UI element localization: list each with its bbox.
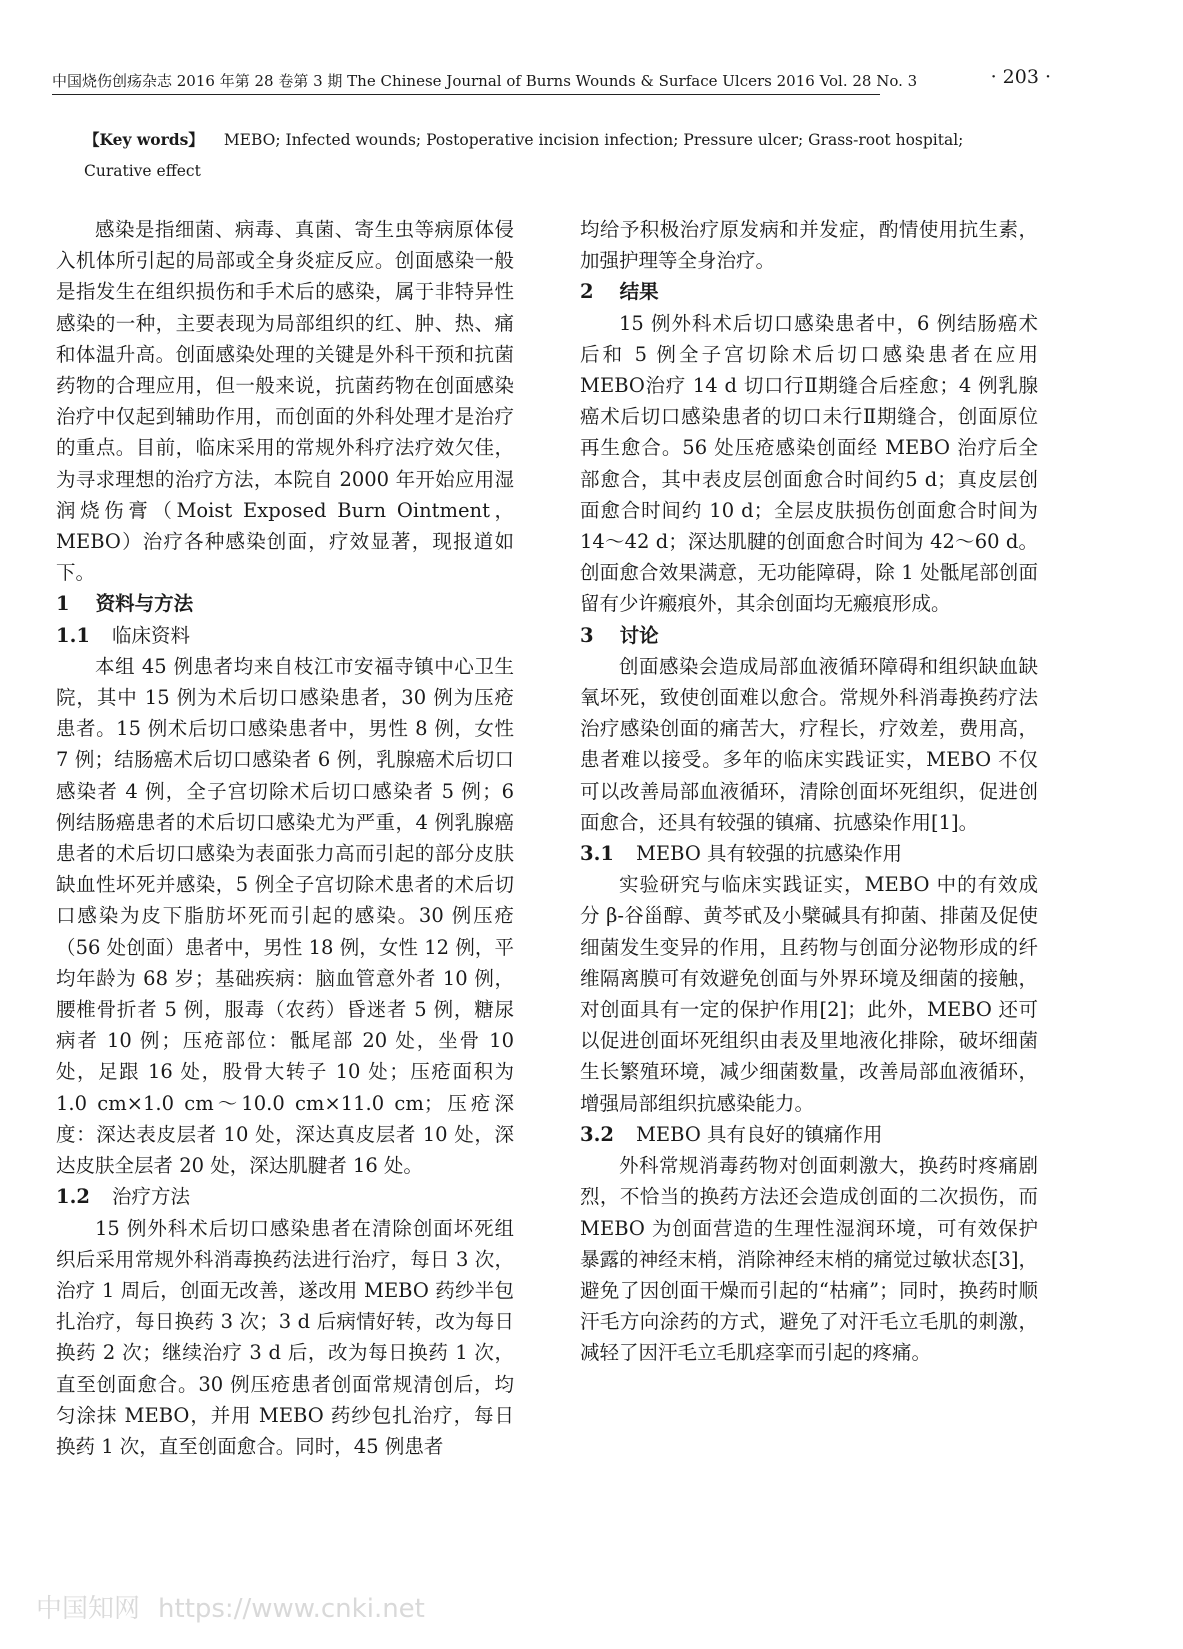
section-3-heading bbox=[580, 620, 1038, 651]
journal-citation: 中国烧伤创疡杂志 2016 年第 28 卷第 3 期 The Chinese Journal of Burns Wounds & Surface Ulcers 2016 Vol. 28 No. 3 bbox=[52, 72, 918, 90]
keywords-block bbox=[84, 124, 1020, 187]
section-number: 3 bbox=[580, 623, 594, 647]
running-header bbox=[52, 64, 1057, 92]
section-1-2-heading bbox=[56, 1181, 514, 1212]
right-column bbox=[580, 214, 1038, 1369]
section-title: 结果 bbox=[619, 280, 659, 304]
section-1-heading bbox=[56, 588, 514, 619]
section-1-2-paragraph: 15 例外科术后切口感染患者在清除创面坏死组织后采用常规外科消毒换药法进行治疗，每日 3 次，治疗 1 周后，创面无改善，遂改用 MEBO 药纱半包扎治疗，每日换药 3 次；3 d 后病情好转，改为每日换药 2 次；继续治疗 3 d 后，改为每日换药 1 次，直至创面愈合。30 例压疮患者创面常规清创后，均匀涂抹 MEBO，并用 MEBO 药纱包扎治疗，每日换药 1 次，直至创面愈合。同时，45 例患者 bbox=[56, 1216, 514, 1458]
section-1-1-heading bbox=[56, 620, 514, 651]
section-3-2-heading bbox=[580, 1119, 1038, 1150]
keywords-label: 【Key words】 bbox=[84, 130, 204, 149]
keywords-text: MEBO; Infected wounds; Postoperative incision infection; Pressure ulcer; Grass-root hospital; Curative effect bbox=[84, 131, 964, 180]
section-title: 临床资料 bbox=[111, 623, 190, 647]
section-1-1-paragraph: 本组 45 例患者均来自枝江市安福寺镇中心卫生院，其中 15 例为术后切口感染患者，30 例为压疮患者。15 例术后切口感染患者中，男性 8 例，女性 7 例；结肠癌术后切口感染者 6 例，乳腺癌术后切口感染者 4 例，全子宫切除术后切口感染者 5 例；6 例结肠癌患者的术后切口感染尤为严重，4 例乳腺癌患者的术后切口感染为表面张力高而引起的部分皮肤缺血性坏死并感染，5 例全子宫切除术患者的术后切口感染为皮下脂肪坏死而引起的感染。30 例压疮（56 处创面）患者中，男性 18 例，女性 12 例，平均年龄为 68 岁；基础疾病：脑血管意外者 10 例，腰椎骨折者 5 例，服毒（农药）昏迷者 5 例，糖尿病者 10 例；压疮部位：骶尾部 20 处，坐骨 10 处，足跟 16 处，股骨大转子 10 处；压疮面积为 1.0 cm×1.0 cm～10.0 cm×11.0 cm；压疮深度：深达表皮层者 10 处，深达真皮层者 10 处，深达皮肤全层者 20 处，深达肌腱者 16 处。 bbox=[56, 654, 514, 1178]
section-title: 资料与方法 bbox=[95, 592, 194, 616]
section-3-2-paragraph: 外科常规消毒药物对创面刺激大，换药时疼痛剧烈，不恰当的换药方法还会造成创面的二次损伤，而 MEBO 为创面营造的生理性湿润环境，可有效保护暴露的神经末梢，消除神经末梢的痛觉过敏状态[3]，避免了因创面干燥而引起的“枯痛”；同时，换药时顺汗毛方向涂药的方式，避免了对汗毛立毛肌的刺激，减轻了因汗毛立毛肌痉挛而引起的疼痛。 bbox=[580, 1154, 1038, 1365]
cnki-watermark bbox=[36, 1588, 425, 1625]
continuation-paragraph: 均给予积极治疗原发病和并发症，酌情使用抗生素，加强护理等全身治疗。 bbox=[580, 218, 1038, 273]
section-title: MEBO 具有良好的镇痛作用 bbox=[635, 1122, 883, 1146]
intro-paragraph: 感染是指细菌、病毒、真菌、寄生虫等病原体侵入机体所引起的局部或全身炎症反应。创面感染一般是指发生在组织损伤和手术后的感染，属于非特异性感染的一种，主要表现为局部组织的红、肿、热、痛和体温升高。创面感染处理的关键是外科干预和抗菌药物的合理应用，但一般来说，抗菌药物在创面感染治疗中仅起到辅助作用，而创面的外科处理才是治疗的重点。目前，临床采用的常规外科疗法疗效欠佳，为寻求理想的治疗方法，本院自 2000 年开始应用湿润烧伤膏（Moist Exposed Burn Ointment，MEBO）治疗各种感染创面，疗效显著，现报道如下。 bbox=[56, 218, 514, 585]
section-number: 3.2 bbox=[580, 1122, 614, 1146]
watermark-brand: 中国知网 bbox=[36, 1594, 141, 1624]
section-number: 2 bbox=[580, 280, 594, 304]
page-number: · 203 · bbox=[990, 66, 1051, 88]
header-rule bbox=[52, 94, 880, 95]
section-title: 治疗方法 bbox=[111, 1185, 190, 1209]
section-2-heading bbox=[580, 276, 1038, 307]
section-2-paragraph: 15 例外科术后切口感染患者中，6 例结肠癌术后和 5 例全子宫切除术后切口感染患者在应用 MEBO治疗 14 d 切口行Ⅱ期缝合后痊愈；4 例乳腺癌术后切口感染患者的切口未行Ⅱ期缝合，创面原位再生愈合。56 处压疮感染创面经 MEBO 治疗后全部愈合，其中表皮层创面愈合时间约5 d；真皮层创面愈合时间约 10 d；全层皮肤损伤创面愈合时间为 14～42 d；深达肌腱的创面愈合时间为 42～60 d。创面愈合效果满意，无功能障碍，除 1 处骶尾部创面留有少许瘢痕外，其余创面均无瘢痕形成。 bbox=[580, 311, 1038, 616]
section-3-paragraph: 创面感染会造成局部血液循环障碍和组织缺血缺氧坏死，致使创面难以愈合。常规外科消毒换药疗法治疗感染创面的痛苦大，疗程长，疗效差，费用高，患者难以接受。多年的临床实践证实，MEBO 不仅可以改善局部血液循环，清除创面坏死组织，促进创面愈合，还具有较强的镇痛、抗感染作用[1]。 bbox=[580, 654, 1038, 834]
section-number: 1.2 bbox=[56, 1185, 90, 1209]
left-column bbox=[56, 214, 514, 1462]
watermark-url[interactable]: https://www.cnki.net bbox=[158, 1594, 425, 1624]
section-3-1-paragraph: 实验研究与临床实践证实，MEBO 中的有效成分 β-谷甾醇、黄芩甙及小檗碱具有抑菌、排菌及促使细菌发生变异的作用，且药物与创面分泌物形成的纤维隔离膜可有效避免创面与外界环境及细菌的接触，对创面具有一定的保护作用[2]；此外，MEBO 还可以促进创面坏死组织由表及里地液化排除，破坏细菌生长繁殖环境，减少细菌数量，改善局部血液循环，增强局部组织抗感染能力。 bbox=[580, 873, 1039, 1115]
section-number: 3.1 bbox=[580, 842, 614, 866]
section-3-1-heading bbox=[580, 838, 1038, 869]
section-title: MEBO 具有较强的抗感染作用 bbox=[635, 842, 903, 866]
section-title: 讨论 bbox=[619, 623, 659, 647]
section-number: 1 bbox=[56, 592, 70, 616]
section-number: 1.1 bbox=[56, 623, 90, 647]
